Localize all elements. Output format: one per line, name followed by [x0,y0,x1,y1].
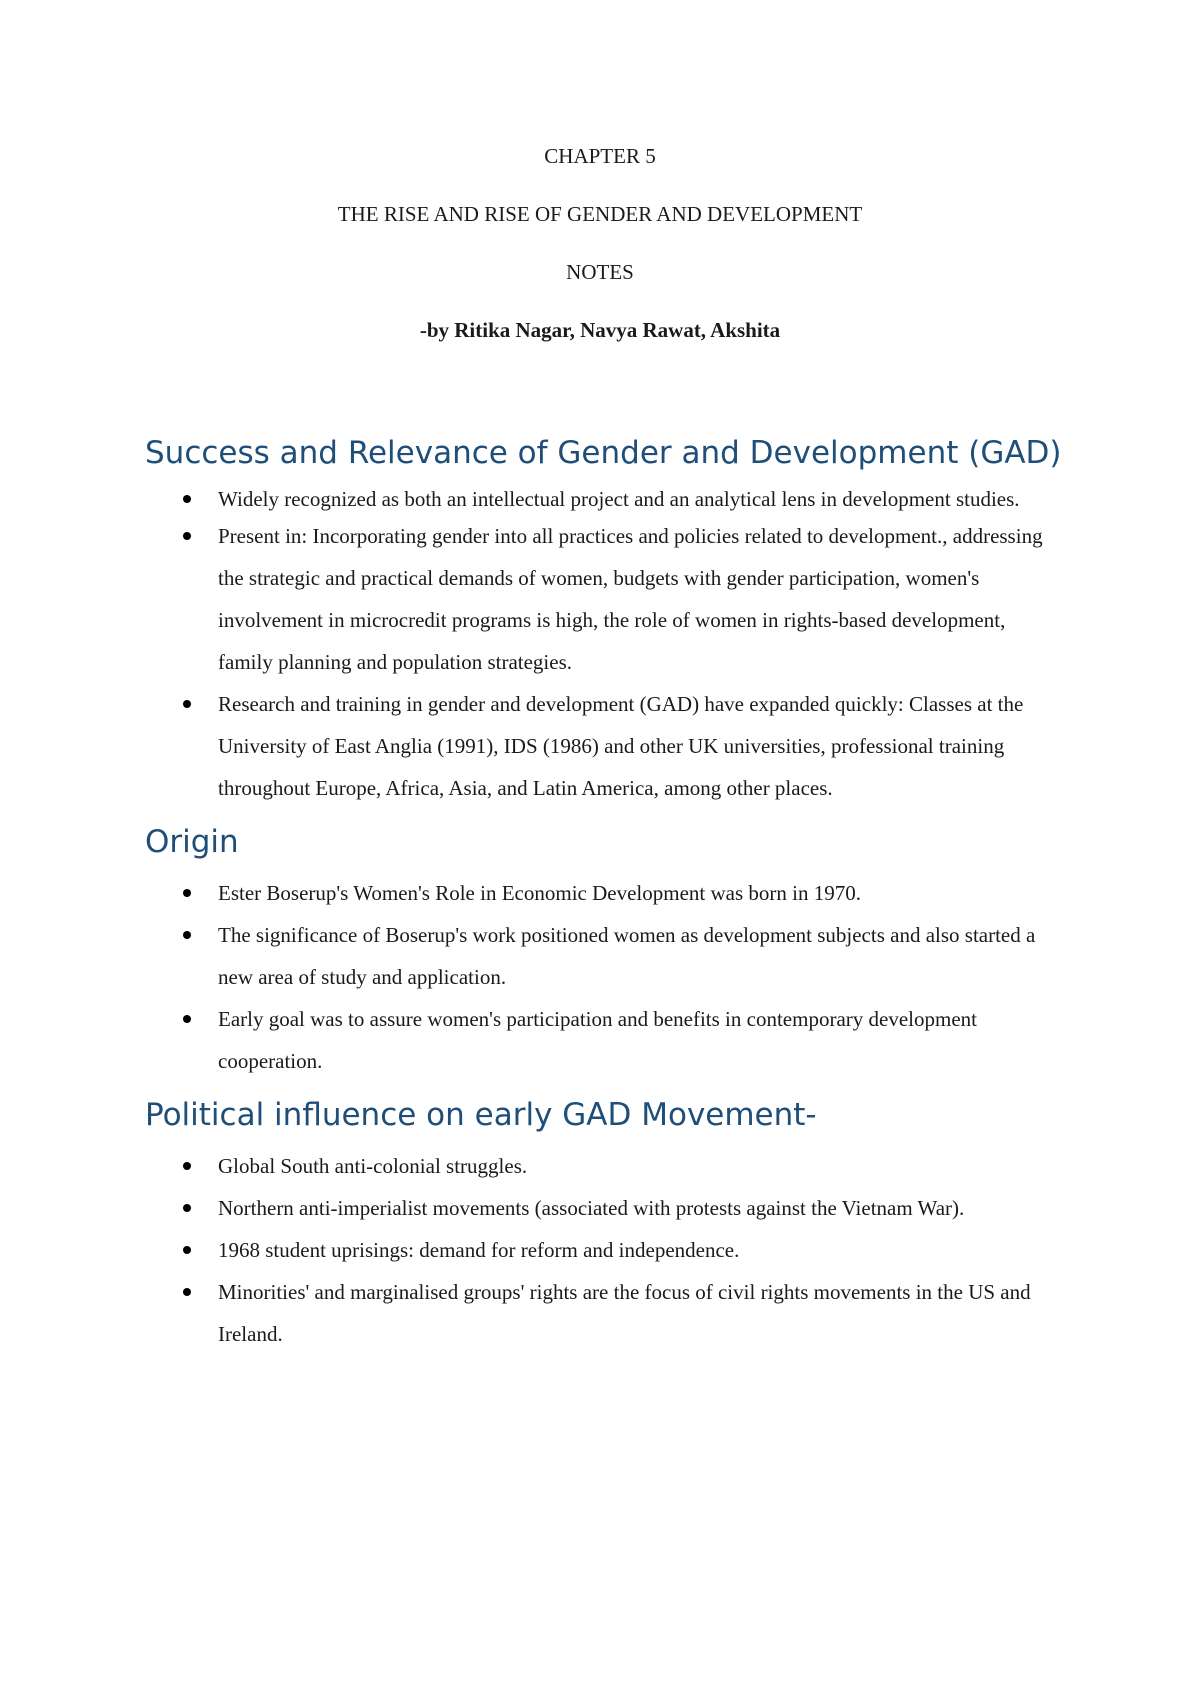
list-item [145,1187,1065,1229]
bullet-icon [183,1204,191,1212]
list-item [145,1271,1065,1355]
authors-line: -by Ritika Nagar, Navya Rawat, Akshita [419,318,781,342]
bullet-list [145,1145,1065,1355]
list-item [145,683,1065,809]
list-item [145,914,1065,998]
bullet-icon [183,1246,191,1254]
list-item-text: Global South anti-colonial struggles. [218,1154,528,1178]
chapter-label: CHAPTER 5 [544,144,656,168]
document-body [145,432,1065,1367]
title-block [0,144,1200,376]
list-item-text: Widely recognized as both an intellectual project and an analytical lens in development studies. [218,487,1020,511]
list-item-text: Research and training in gender and development (GAD) have expanded quickly: Classes at the University of East Anglia (1991), IDS (1986) and other UK universities, professional training throughout Europe, Africa, Asia, and Latin America, among other places. [218,692,1024,800]
bullet-icon [183,532,191,540]
section-heading: Origin [145,824,239,860]
list-item [145,1229,1065,1271]
document-title: THE RISE AND RISE OF GENDER AND DEVELOPMENT [337,202,863,226]
document-subtitle: NOTES [566,260,634,284]
section-heading: Political influence on early GAD Movement- [145,1097,817,1133]
list-item-text: Ester Boserup's Women's Role in Economic Development was born in 1970. [218,881,861,905]
list-item [145,872,1065,914]
bullet-list [145,872,1065,1082]
list-item [145,1145,1065,1187]
bullet-list [145,483,1065,809]
list-item-text: The significance of Boserup's work positioned women as development subjects and also started a new area of study and application. [218,923,1036,989]
bullet-icon [183,931,191,939]
bullet-icon [183,1162,191,1170]
bullet-icon [183,1288,191,1296]
list-item [145,515,1065,683]
list-item-text: Present in: Incorporating gender into all practices and policies related to development., addressing the strategic and practical demands of women, budgets with gender participation, women's involvement in microcredit programs is high, the role of women in rights-based development, family planning and population strategies. [218,524,1043,674]
list-item-text: 1968 student uprisings: demand for reform and independence. [218,1238,740,1262]
bullet-icon [183,889,191,897]
section-political-influence [145,1094,1065,1355]
bullet-icon [183,495,191,503]
list-item-text: Minorities' and marginalised groups' rights are the focus of civil rights movements in the US and Ireland. [218,1280,1031,1346]
section-origin [145,821,1065,1082]
section-success-relevance [145,432,1065,809]
list-item [145,483,1065,515]
bullet-icon [183,700,191,708]
list-item-text: Northern anti-imperialist movements (associated with protests against the Vietnam War). [218,1196,965,1220]
list-item [145,998,1065,1082]
bullet-icon [183,1015,191,1023]
list-item-text: Early goal was to assure women's participation and benefits in contemporary development cooperation. [218,1007,977,1073]
section-heading: Success and Relevance of Gender and Development (GAD) [145,435,1062,471]
